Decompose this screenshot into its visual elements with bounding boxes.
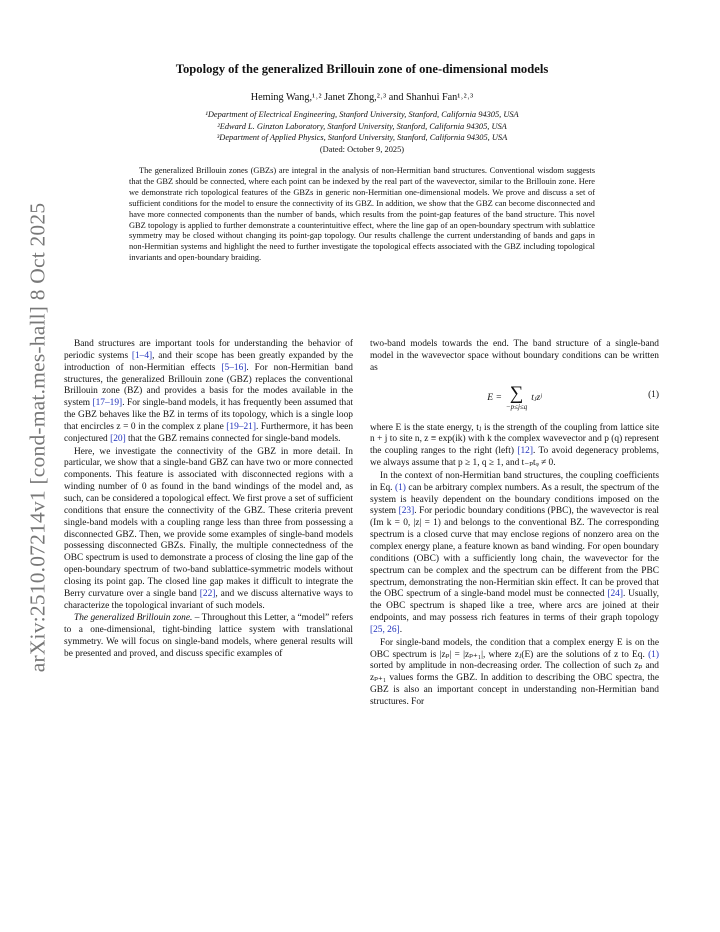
left-column	[64, 339, 353, 662]
text: that the GBZ remains connected for single-band models.	[125, 433, 341, 444]
text: Band structures are important tools for understanding the behavior of periodic systems	[64, 339, 353, 361]
right-paragraph-1: two-band models towards the end. The band structure of a single-band model in the wavevector space without boundary conditions can be written as	[370, 339, 659, 373]
text: , and we discuss alternative ways to characterize the topological invariant of such models.	[64, 588, 353, 611]
intro-paragraph-1	[64, 339, 353, 446]
text: In the context of non-Hermitian band structures, the coupling coefficients in Eq.	[370, 470, 659, 493]
text: . Usually, the OBC spectrum is shaped like a tree, where arcs are joined at their endpoints, and may possess rich features in terms of their graph topology	[370, 589, 659, 624]
text: . Furthermore, it has been conjectured	[64, 421, 354, 444]
text: sorted by amplitude in non-decreasing order. The collection of such zₚ and zₚ₊₁ values forms the GBZ. In addition to describing the OBC spectra, the GBZ is also an important concept in understanding non-Hermitian band structures. For	[370, 661, 659, 707]
citation-link[interactable]: [20]	[110, 433, 126, 444]
text: – Throughout this Letter, a “model” refers to a one-dimensional, tight-binding lattice system with translational symmetry. We will focus on single-band models, where general results will be presented and proved, and discuss specific examples of	[64, 613, 354, 659]
text: .	[399, 624, 403, 635]
sigma-symbol: ∑	[509, 383, 524, 405]
text: where E is the state energy, tⱼ is the strength of the coupling from lattice site n + j to site n, z ≡ exp(ik) with k the complex wavevector and p (q) represent the coupling ranges to the right (left)	[370, 422, 659, 457]
text: . For non-Hermitian band structures, the generalized Brillouin zone (GBZ) replaces the conventional Brillouin zone (BZ) and provides a basis for the modes available in the system	[64, 362, 353, 409]
section-gbz-paragraph	[64, 613, 353, 660]
arxiv-identifier: arXiv:2510.07214v1 [cond-mat.mes-hall] 8 Oct 2025	[25, 202, 50, 672]
author-list: Heming Wang,¹˒² Janet Zhong,²˒³ and Shanhui Fan¹˒²˒³	[250, 92, 474, 103]
right-column	[370, 339, 659, 710]
citation-link[interactable]: [25, 26]	[370, 624, 400, 635]
abstract: The generalized Brillouin zones (GBZs) are integral in the analysis of non-Hermitian band structures. Conventional wisdom suggests that the GBZ should be connected, where each point can be indexed by the real part of the wavevector, similar to the Brillouin zone. Here we demonstrate rich topological features of the GBZs in generic non-Hermitian one-dimensional models. We prove and discuss a set of sufficient conditions for the model to ensure the connectivity of its GBZ. In addition, we show that the GBZ can become disconnected and have more connected components than the number of bands, which results from the point-gap features of the band structure. This novel GBZ topology is applied to further demonstrate a counterintuitive effect, where the line gap of an open-boundary spectrum with sublattice symmetry may be closed without changing its point-gap topology. Our results challenge the current understanding of bands and gaps in non-Hermitian systems and highlight the need to further investigate the topological effects associated with the GBZ including topological invariants and open-boundary braiding.	[129, 166, 595, 263]
equation-link[interactable]: (1)	[648, 649, 659, 660]
citation-link[interactable]: [23]	[398, 506, 415, 517]
right-paragraph-4	[370, 638, 659, 709]
equation-lhs: E =	[487, 391, 502, 403]
intro-paragraph-2	[64, 447, 353, 613]
text: . For single-band models, it has frequently been assumed that the GBZ behaves like the BZ in terms of its topology, which is a single loop that encircles z = 0 in the complex z plane	[64, 398, 353, 432]
sum-limits: −p≤j≤q	[505, 403, 528, 412]
citation-link[interactable]: [22]	[199, 588, 216, 599]
text: For single-band models, the condition that a complex energy E is on the OBC spectrum is |zₚ| = |zₚ₊₁|, where zⱼ(E) are the solutions of z to Eq.	[370, 637, 659, 660]
affiliation-2: ²Edward L. Ginzton Laboratory, Stanford University, Stanford, California 94305, USA	[217, 121, 507, 131]
text: . For periodic boundary conditions (PBC), the wavevector is real (Im k = 0, |z| = 1) and belongs to the conventional BZ. The corresponding spectrum is a closed curve that may enclose regions of nonzero area on the complex energy plane, a feature known as band winding. For open boundary conditions (OBC) with a sufficiently long chain, the wavevector for the spectrum can be complex and the spectrum can be different from the PBC spectrum, demonstrating the non-Hermitian skin effect. It can be proved that the OBC spectrum of a single-band model must be connected	[370, 506, 659, 600]
citation-link[interactable]: [1–4]	[131, 350, 153, 361]
affiliations	[70, 109, 654, 155]
text: can be arbitrary complex numbers. As a result, the spectrum of the system is heavily dependent on the boundary conditions imposed on the system	[370, 482, 659, 517]
text: Here, we investigate the connectivity of the GBZ in more detail. In particular, we show that a single-band GBZ can have two or more connected components. This feature is associated with disconnected regions with a winding number of 0 as found in the band windings of the model and, as such, can be considered a topological effect. We first prove a set of sufficient conditions that ensure the connectivity of the GBZ. These criteria prevent single-band models with a coupling range less than three from possessing a disconnected GBZ. Then, we provide some examples of single-band models possessing disconnected GBZs. Finally, the multiple connectedness of the OBC spectrum is used to demonstrate a process of closing the line gap of the open-boundary spectrum of two-band sublattice-symmetric models without closing its point gap. The closed line gap makes it difficult to integrate the Berry curvature over a single band	[64, 446, 353, 599]
date-line: (Dated: October 9, 2025)	[319, 144, 405, 154]
right-paragraph-2	[370, 423, 659, 470]
equation-number: (1)	[648, 389, 659, 400]
equation-term: tⱼzʲ	[531, 391, 542, 403]
arxiv-sidebar-stamp	[18, 202, 58, 672]
section-heading: The generalized Brillouin zone.	[74, 613, 193, 624]
equation-1	[370, 378, 659, 418]
equation-link[interactable]: (1)	[395, 482, 406, 493]
citation-link[interactable]: [12]	[517, 446, 533, 457]
text: . To avoid degeneracy problems, we always assume that p ≥ 1, q ≥ 1, and t₋ₚtᵩ ≠ 0.	[370, 446, 659, 469]
paper-title: Topology of the generalized Brillouin zone of one-dimensional models	[175, 62, 549, 76]
citation-link[interactable]: [5–16]	[221, 362, 247, 373]
citation-link[interactable]: [17–19]	[92, 398, 123, 409]
text: , and their scope has been greatly expanded by the introduction of non-Hermitian effects	[64, 350, 353, 373]
affiliation-1: ¹Department of Electrical Engineering, Stanford University, Stanford, California 94305, USA	[205, 110, 519, 119]
citation-link[interactable]: [24]	[607, 589, 623, 600]
right-paragraph-3	[370, 471, 659, 637]
citation-link[interactable]: [19–21]	[226, 421, 256, 432]
affiliation-3: ³Department of Applied Physics, Stanford University, Stanford, California 94305, USA	[216, 133, 508, 143]
summation	[506, 384, 527, 411]
